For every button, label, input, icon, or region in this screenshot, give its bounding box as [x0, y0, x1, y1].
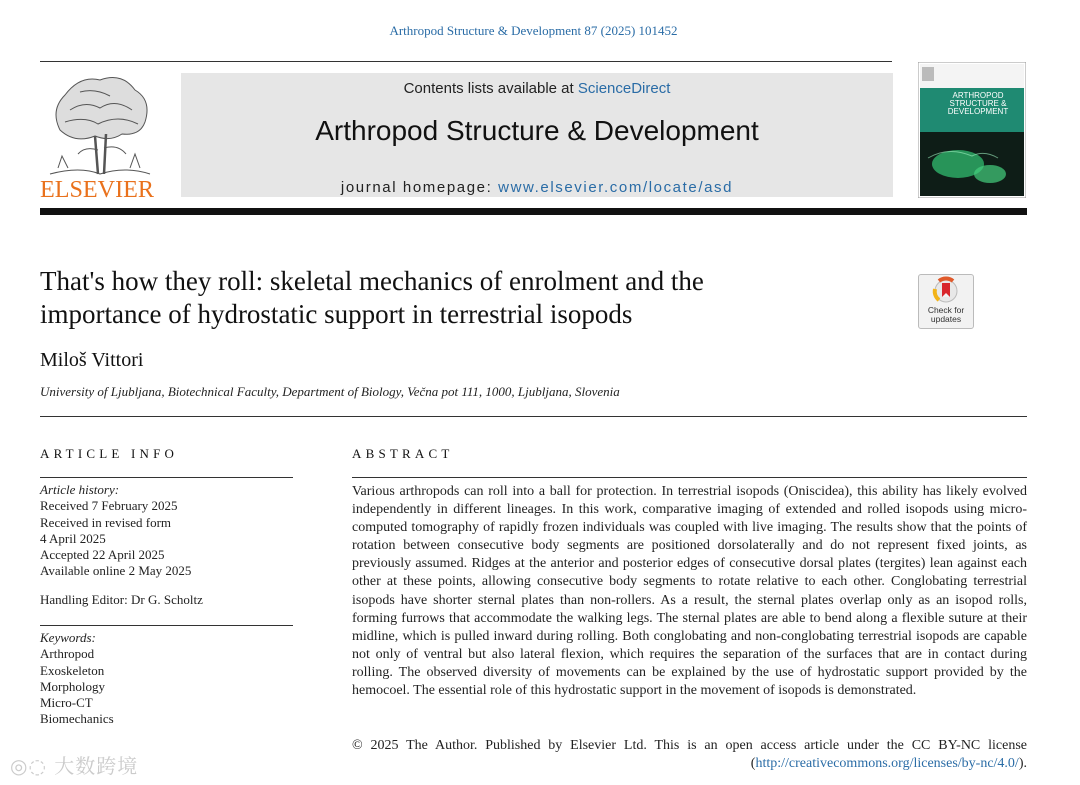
- elsevier-logo[interactable]: [40, 70, 158, 200]
- copyright-line: © 2025 The Author. Published by Elsevier Ltd. This is an open access article under the CC BY-NC license: [352, 738, 1027, 753]
- article-info-heading: ARTICLE INFO: [40, 446, 179, 461]
- article-title: [40, 265, 900, 331]
- article-info-rule: [40, 477, 293, 478]
- tree-icon: [50, 78, 150, 174]
- watermark-text: 大数跨境: [54, 754, 139, 778]
- author-name[interactable]: Miloš Vittori: [40, 349, 144, 371]
- title-line-1: That's how they roll: skeletal mechanics of enrolment and the: [40, 266, 704, 296]
- check-for-updates-button[interactable]: [918, 274, 974, 329]
- cover-title-line-1: ARTHROPOD: [952, 91, 1004, 100]
- keyword-item: Exoskeleton: [40, 662, 105, 678]
- license-line: [352, 755, 1027, 773]
- history-label: Article history:: [40, 482, 120, 497]
- keywords-label: Keywords:: [40, 630, 96, 645]
- abstract-text: Various arthropods can roll into a ball for protection. In terrestrial isopods (Oniscidea), this ability has likely evolved independently in different lineages. In this work, comparative imaging of extended and rolled isopods using micro-computed tomography of rapidly frozen individuals was coupled with live imaging. The results show that the points of rotation between consecutive body segments are positioned dorsolaterally and do not represent fixed joints, as previously assumed. Ridges at the anterior and posterior edges of consecutive dorsal plates (tergites) lean against each other at these points, allowing consecutive body segments to rotate relative to each other. Conglobating terrestrial isopods have shorter sternal plates than non-rollers. As a result, the sternal plates overlap only as an isopod rolls, forming furrows that accommodate the walking legs. The sternal plates are able to bend along a flexible suture at their midline, which is pulled inward during rolling. Both conglobating and non-conglobating terrestrial isopods are capable not only of ventral but also lateral flexion, which requires the separation of the surfaces that are in contact during rolling. The observed diversity of movements can be explained by the use of hydrostatic support provided by the hemocoel. The essential role of this hydrostatic support in the movement of isopods is demonstrated.: [352, 484, 1027, 699]
- homepage-link[interactable]: www.elsevier.com/locate/asd: [498, 179, 734, 196]
- watermark: [10, 750, 138, 779]
- journal-title: Arthropod Structure & Development: [315, 115, 759, 146]
- history-revised-label: Received in revised form: [40, 514, 172, 530]
- keyword-item: Micro-CT: [40, 695, 93, 711]
- contents-prefix: Contents lists available at: [403, 80, 578, 97]
- title-rule: [40, 416, 1027, 417]
- handling-editor: Handling Editor: Dr G. Scholtz: [40, 592, 203, 607]
- keywords-rule: [40, 625, 293, 626]
- author-affiliation: University of Ljubljana, Biotechnical Faculty, Department of Biology, Večna pot 111, 1000, Ljubljana, Slovenia: [40, 384, 620, 399]
- contents-line: [181, 80, 893, 97]
- cover-title-line-3: DEVELOPMENT: [947, 107, 1009, 116]
- homepage-prefix: journal homepage:: [340, 179, 499, 196]
- update-ribbon-icon: [919, 275, 973, 307]
- license-close-paren: ).: [1018, 756, 1027, 772]
- check-for-updates-label: Check for updates: [927, 305, 965, 324]
- journal-cover[interactable]: [918, 62, 1026, 198]
- journal-homepage: [181, 179, 893, 196]
- history-accepted: Accepted 22 April 2025: [40, 547, 165, 563]
- journal-header-box: [181, 73, 893, 197]
- license-open-paren: (: [750, 756, 756, 772]
- keywords-list: [40, 630, 300, 728]
- license-link[interactable]: http://creativecommons.org/licenses/by-nc/4.0/: [755, 756, 1019, 772]
- abstract-heading: ABSTRACT: [352, 446, 454, 461]
- sciencedirect-link[interactable]: ScienceDirect: [577, 80, 671, 97]
- keyword-item: Biomechanics: [40, 711, 114, 727]
- abstract-rule: [352, 477, 1027, 478]
- article-history: [40, 482, 300, 580]
- history-received: Received 7 February 2025: [40, 498, 178, 514]
- journal-citation[interactable]: Arthropod Structure & Development 87 (2025) 101452: [389, 23, 678, 38]
- copyright-notice: [352, 737, 1027, 773]
- keyword-item: Morphology: [40, 678, 105, 694]
- title-line-2: importance of hydrostatic support in terrestrial isopods: [40, 299, 633, 329]
- cover-title-line-2: STRUCTURE &: [949, 99, 1007, 108]
- elsevier-wordmark: ELSEVIER: [40, 177, 154, 200]
- watermark-icon: ◎◌: [10, 754, 55, 778]
- history-online: Available online 2 May 2025: [40, 563, 192, 579]
- header-rule: [40, 61, 892, 62]
- keyword-item: Arthropod: [40, 646, 95, 662]
- history-revised-date: 4 April 2025: [40, 530, 106, 546]
- header-thick-rule: [40, 208, 1027, 215]
